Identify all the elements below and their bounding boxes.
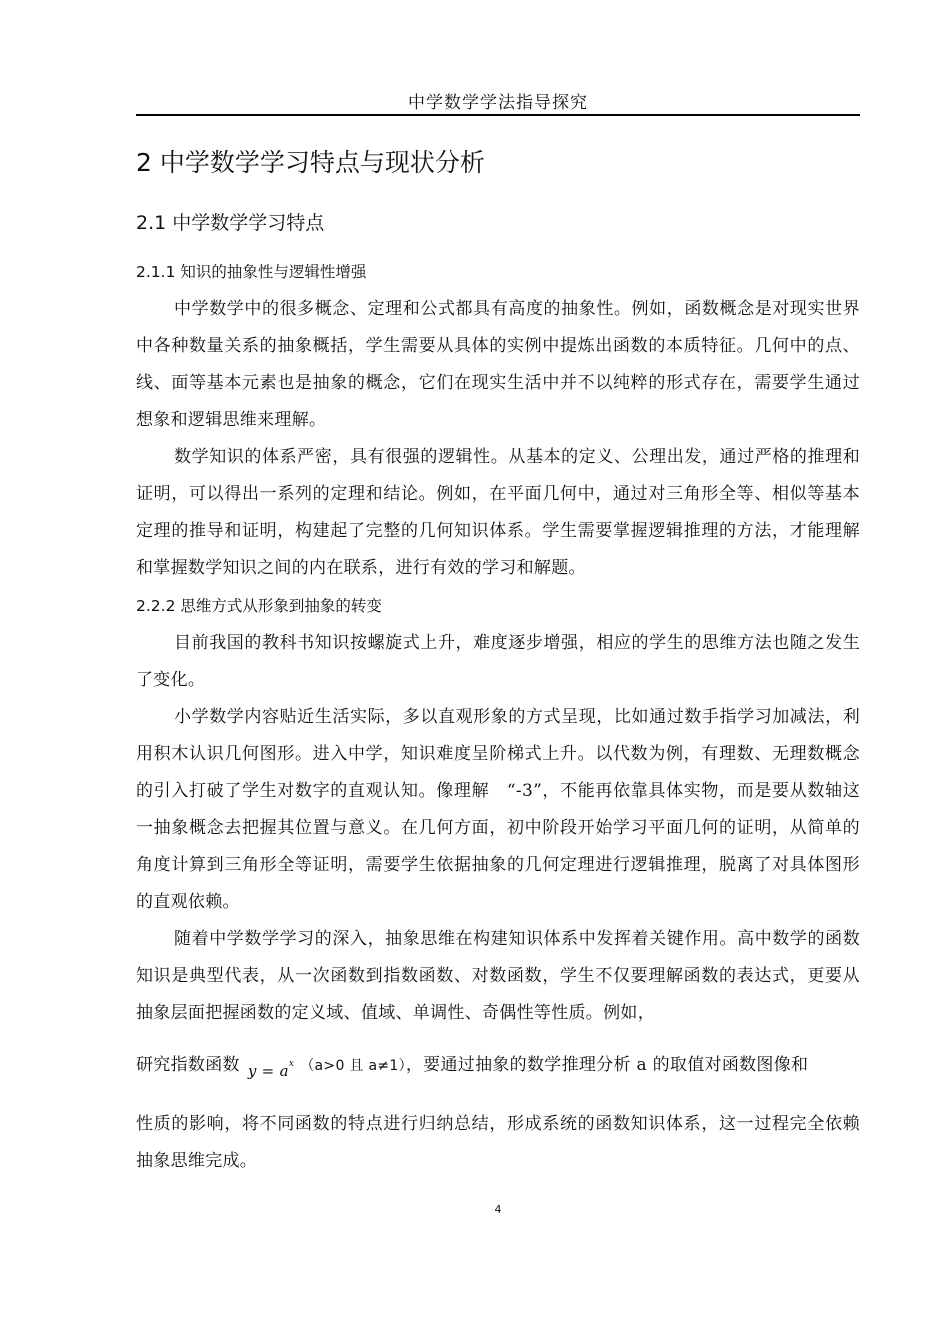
formula-line-prefix: 研究指数函数 <box>136 1055 240 1075</box>
subsection-title: 2.2.2 思维方式从形象到抽象的转变 <box>136 597 382 615</box>
formula-exponent: x <box>288 1059 295 1069</box>
body-paragraph: 数学知识的体系严密，具有很强的逻辑性。从基本的定义、公理出发，通过严格的推理和证明，可以得出一系列的定理和结论。例如，在平面几何中，通过对三角形全等、相似等基本定理的推导和证明，构建起了完整的几何知识体系。学生需要掌握逻辑推理的方法，才能理解和掌握数学知识之间的内在联系，进行有效的学习和解题。 <box>136 447 860 578</box>
running-header: 中学数学学法指导探究 <box>408 93 588 113</box>
subsection-title: 2.1.1 知识的抽象性与逻辑性增强 <box>136 263 367 281</box>
formula-base: y = a <box>247 1062 289 1080</box>
page-number: 4 <box>494 1203 502 1216</box>
chapter-title: 2 中学数学学习特点与现状分析 <box>136 148 485 177</box>
body-paragraph: 随着中学数学学习的深入，抽象思维在构建知识体系中发挥着关键作用。高中数学的函数知识是典型代表，从一次函数到指数函数、对数函数，学生不仅要理解函数的表达式，更要从抽象层面把握函数的定义域、值域、单调性、奇偶性等性质。例如， <box>136 929 860 1023</box>
exponential-formula <box>248 1050 294 1090</box>
body-paragraph: 小学数学内容贴近生活实际，多以直观形象的方式呈现，比如通过数手指学习加减法，利用积木认识几何图形。进入中学，知识难度呈阶梯式上升。以代数为例，有理数、无理数概念的引入打破了学生对数字的直观认知。像理解 “-3”，不能再依靠具体实物，而是要从数轴这一抽象概念去把握其位置与意义。在几何方面，初中阶段开始学习平面几何的证明，从简单的角度计算到三角形全等证明，需要学生依据抽象的几何定理进行逻辑推理，脱离了对具体图形的直观依赖。 <box>136 707 860 912</box>
formula-condition: （a>0 且 a≠1） <box>300 1058 406 1074</box>
formula-line <box>136 1044 860 1085</box>
body-paragraph: 目前我国的教科书知识按螺旋式上升，难度逐步增强，相应的学生的思维方法也随之发生了变化。 <box>136 633 860 690</box>
section-title: 2.1 中学数学学习特点 <box>136 212 325 234</box>
formula-line-suffix: ，要通过抽象的数学推理分析 a 的取值对函数图像和 <box>405 1055 809 1075</box>
body-paragraph: 中学数学中的很多概念、定理和公式都具有高度的抽象性。例如，函数概念是对现实世界中各种数量关系的抽象概括，学生需要从具体的实例中提炼出函数的本质特征。几何中的点、线、面等基本元素也是抽象的概念，它们在现实生活中并不以纯粹的形式存在，需要学生通过想象和逻辑思维来理解。 <box>136 299 860 430</box>
body-paragraph: 性质的影响，将不同函数的特点进行归纳总结，形成系统的函数知识体系，这一过程完全依赖抽象思维完成。 <box>136 1114 860 1171</box>
header-divider <box>136 114 860 116</box>
